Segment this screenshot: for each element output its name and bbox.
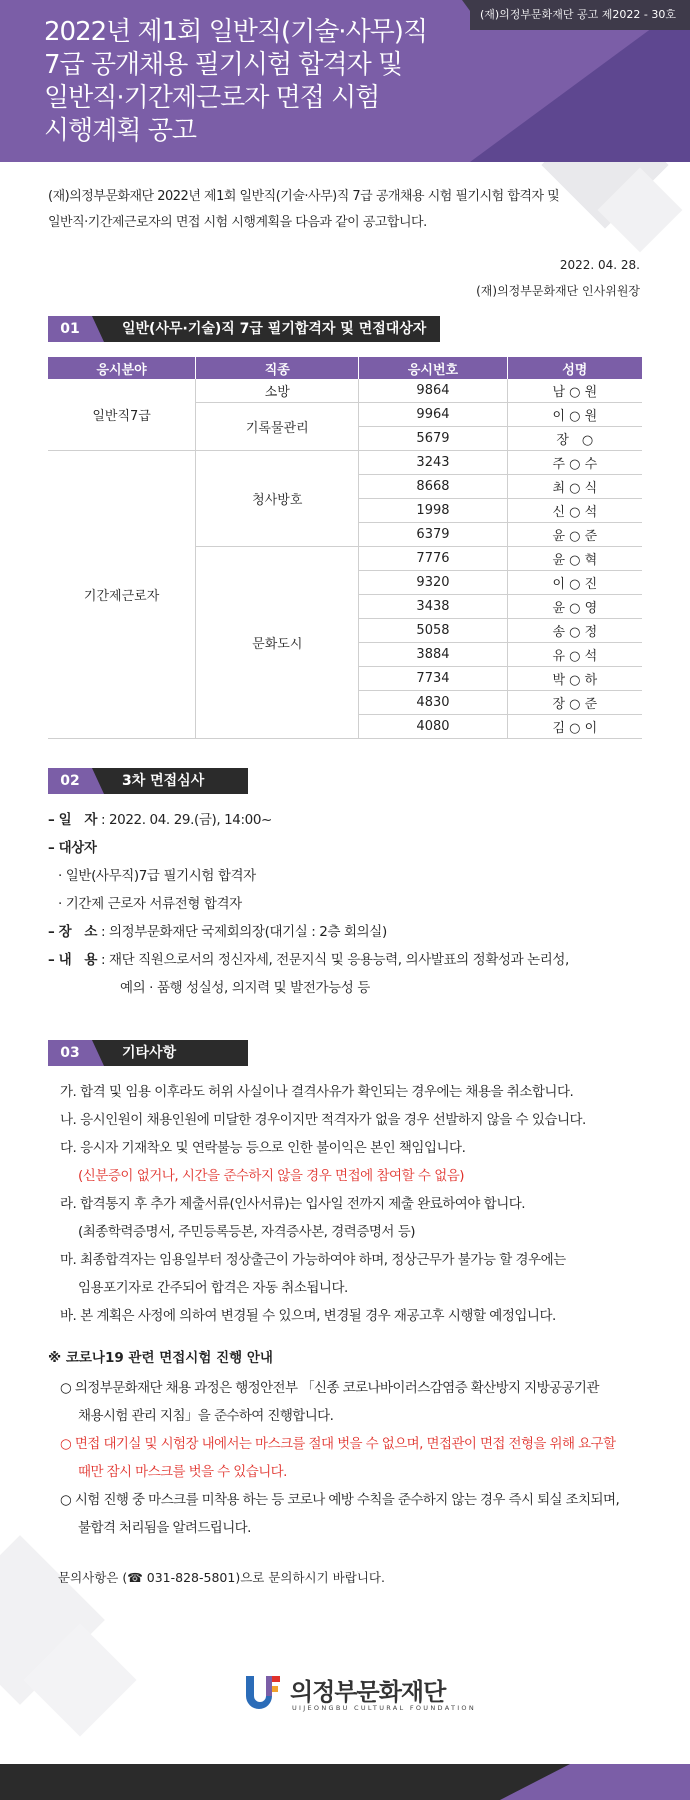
interview-details (48, 806, 658, 1002)
section-number-corner (92, 768, 104, 794)
number-cell: 9964 (359, 403, 507, 427)
job-cell: 소방 (196, 379, 359, 403)
name-cell: 주 ○ 수 (507, 451, 642, 475)
covid-item-cont: 채용시험 관리 지침」을 준수하여 진행합니다. (78, 1408, 334, 1424)
name-cell: 신 ○ 석 (507, 499, 642, 523)
name-cell: 윤 ○ 영 (507, 595, 642, 619)
date-line: – 일 자 : 2022. 04. 29.(금), 14:00~ (48, 812, 272, 828)
number-cell: 9864 (359, 379, 507, 403)
section-number: 02 (48, 768, 92, 794)
issuer: (재)의정부문화재단 인사위원장 (476, 284, 640, 298)
name-cell: 김 ○ 이 (507, 715, 642, 739)
content-line-2: 예의 · 품행 성실성, 의지력 및 발전가능성 등 (120, 980, 370, 996)
note-item: 바. 본 계획은 사정에 의하여 변경될 수 있으며, 변경될 경우 재공고후 시행할 예정입니다. (60, 1308, 556, 1324)
number-cell: 7776 (359, 547, 507, 571)
target-item: · 기간제 근로자 서류전형 합격자 (58, 896, 242, 912)
section-number-corner (92, 1040, 104, 1066)
intro-text: (재)의정부문화재단 2022년 제1회 일반직(기술·사무)직 7급 공개채용 시험 필기시험 합격자 및 일반직·기간제근로자의 면접 시험 시행계획을 다음과 같이 공고합니다. (48, 189, 560, 230)
section-title: 기타사항 (92, 1040, 248, 1066)
content-line: – 내 용 : 재단 직원으로서의 정신자세, 전문지식 및 응용능력, 의사발표의 정확성과 논리성, (48, 952, 569, 968)
col-name: 성명 (507, 357, 642, 379)
name-cell: 남 ○ 원 (507, 379, 642, 403)
number-cell: 6379 (359, 523, 507, 547)
target-item: · 일반(사무직)7급 필기시험 합격자 (58, 868, 256, 884)
job-cell: 문화도시 (196, 547, 359, 739)
target-label: – 대상자 (48, 840, 97, 856)
covid-title: ※ 코로나19 관련 면접시험 진행 안내 (48, 1350, 273, 1366)
section-number: 03 (48, 1040, 92, 1066)
name-cell: 장 ○ 준 (507, 691, 642, 715)
col-job: 직종 (196, 357, 359, 379)
table-row (48, 379, 642, 403)
col-number: 응시번호 (359, 357, 507, 379)
section-title: 일반(사무·기술)직 7급 필기합격자 및 면접대상자 (92, 316, 440, 342)
covid-item-warning: ○ 면접 대기실 및 시험장 내에서는 마스크를 절대 벗을 수 없으며, 면접관이 면접 전형을 위해 요구할 (60, 1436, 616, 1452)
page-title: 2022년 제1회 일반직(기술·사무)직 7급 공개채용 필기시험 합격자 및 일반직·기간제근로자 면접 시험 시행계획 공고 (44, 17, 428, 146)
section-number: 01 (48, 316, 92, 342)
number-cell: 9320 (359, 571, 507, 595)
name-cell: 윤 ○ 준 (507, 523, 642, 547)
number-cell: 3243 (359, 451, 507, 475)
note-sub: 임용포기자로 간주되어 합격은 자동 취소됩니다. (78, 1280, 348, 1296)
name-cell: 이 ○ 원 (507, 403, 642, 427)
logo-name: 의정부문화재단 (290, 1678, 446, 1706)
other-notes (60, 1078, 660, 1330)
name-cell: 장 ○ (507, 427, 642, 451)
covid-item: ○ 시험 진행 중 마스크를 미착용 하는 등 코로나 예방 수칙을 준수하지 않는 경우 즉시 퇴실 조치되며, (60, 1492, 620, 1508)
number-cell: 5058 (359, 619, 507, 643)
number-cell: 3438 (359, 595, 507, 619)
footer-accent-corner (500, 1764, 570, 1800)
covid-notes (60, 1374, 660, 1542)
name-cell: 유 ○ 석 (507, 643, 642, 667)
header-banner (0, 0, 690, 162)
covid-item-cont: 불합격 처리됨을 알려드립니다. (78, 1520, 251, 1536)
col-field: 응시분야 (48, 357, 196, 379)
number-cell: 8668 (359, 475, 507, 499)
number-cell: 4080 (359, 715, 507, 739)
note-item: 나. 응시인원이 채용인원에 미달한 경우이지만 적격자가 없을 경우 선발하지 않을 수 있습니다. (60, 1112, 586, 1128)
field-cell: 기간제근로자 (48, 451, 196, 739)
job-cell: 기록물관리 (196, 403, 359, 451)
notice-date: 2022. 04. 28. (559, 258, 640, 272)
logo-subtitle: UIJEONGBU CULTURAL FOUNDATION (292, 1704, 477, 1712)
applicant-table (48, 357, 642, 739)
table-header-row (48, 357, 642, 379)
covid-item-warning-cont: 때만 잠시 마스크를 벗을 수 있습니다. (78, 1464, 287, 1480)
covid-item: ○ 의정부문화재단 채용 과정은 행정안전부 「신종 코로나바이러스감염증 확산방지 지방공공기관 (60, 1380, 599, 1396)
number-cell: 4830 (359, 691, 507, 715)
job-cell: 청사방호 (196, 451, 359, 547)
note-sub: (최종학력증명서, 주민등록등본, 자격증사본, 경력증명서 등) (78, 1224, 416, 1240)
footer-bar (0, 1764, 690, 1800)
contact-info: 문의사항은 (☎ 031-828-5801)으로 문의하시기 바랍니다. (58, 1570, 385, 1585)
number-cell: 5679 (359, 427, 507, 451)
name-cell: 윤 ○ 혁 (507, 547, 642, 571)
date-block (476, 252, 640, 304)
place-line: – 장 소 : 의정부문화재단 국제회의장(대기실 : 2층 회의실) (48, 924, 387, 940)
section-title: 3차 면접심사 (92, 768, 248, 794)
note-warning: (신분증이 없거나, 시간을 준수하지 않을 경우 면접에 참여할 수 없음) (78, 1168, 465, 1184)
section-number-corner (92, 316, 104, 342)
note-item: 라. 합격통지 후 추가 제출서류(인사서류)는 입사일 전까지 제출 완료하여야 합니다. (60, 1196, 526, 1212)
number-cell: 3884 (359, 643, 507, 667)
notice-number: (재)의정부문화재단 공고 제2022 - 30호 (470, 0, 690, 30)
name-cell: 이 ○ 진 (507, 571, 642, 595)
note-item: 가. 합격 및 임용 이후라도 허위 사실이나 결격사유가 확인되는 경우에는 채용을 취소합니다. (60, 1084, 574, 1100)
footer-accent (570, 1764, 690, 1800)
name-cell: 최 ○ 식 (507, 475, 642, 499)
note-item: 마. 최종합격자는 임용일부터 정상출근이 가능하여야 하며, 정상근무가 불가능 할 경우에는 (60, 1252, 566, 1268)
table-row (48, 451, 642, 475)
note-item: 다. 응시자 기재착오 및 연락불능 등으로 인한 불이익은 본인 책임입니다. (60, 1140, 466, 1156)
field-cell: 일반직7급 (48, 379, 196, 451)
name-cell: 박 ○ 하 (507, 667, 642, 691)
logo-mark-icon (242, 1672, 282, 1712)
number-cell: 1998 (359, 499, 507, 523)
foundation-logo (242, 1672, 477, 1716)
number-cell: 7734 (359, 667, 507, 691)
name-cell: 송 ○ 정 (507, 619, 642, 643)
